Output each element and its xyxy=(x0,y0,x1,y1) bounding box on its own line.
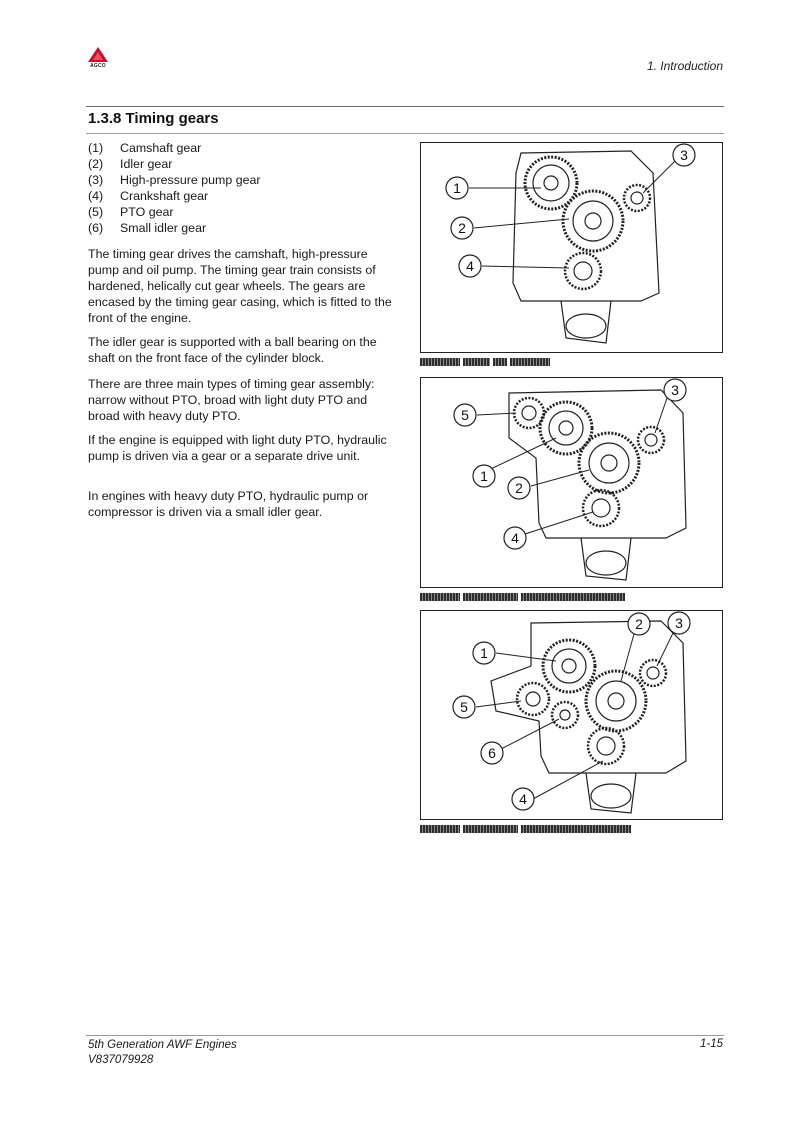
part-number: (3) xyxy=(88,173,104,187)
callout-1-label: 1 xyxy=(480,468,488,484)
callout-1-label: 1 xyxy=(480,645,488,661)
page-number: 1-15 xyxy=(699,1038,723,1050)
list-item xyxy=(88,204,261,220)
list-item xyxy=(88,140,261,156)
callout-2-label: 2 xyxy=(515,480,523,496)
gear-train-drawing xyxy=(421,378,722,587)
parts-list xyxy=(88,140,261,236)
part-name: High-pressure pump gear xyxy=(120,173,261,187)
title-rule xyxy=(86,133,724,134)
list-item xyxy=(88,156,261,172)
callouts xyxy=(454,379,686,549)
callout-5-label: 5 xyxy=(460,699,468,715)
part-number: (2) xyxy=(88,157,104,171)
part-name: PTO gear xyxy=(120,205,174,219)
part-number: (4) xyxy=(88,189,104,203)
footer-document-number: V837079928 xyxy=(88,1054,154,1066)
callout-3-label: 3 xyxy=(680,147,688,163)
running-header: 1. Introduction xyxy=(646,59,723,73)
footer-left xyxy=(88,1038,237,1068)
agco-logo xyxy=(86,46,110,74)
figure-2-caption xyxy=(420,593,625,602)
part-name: Small idler gear xyxy=(120,221,207,235)
figure-narrow-timing-gears xyxy=(420,142,723,353)
callout-4-label: 4 xyxy=(511,530,519,546)
section-title: 1.3.8 Timing gears xyxy=(88,110,219,127)
figure-light-duty-pto-timing-gears xyxy=(420,377,723,588)
part-name: Crankshaft gear xyxy=(120,189,209,203)
list-item xyxy=(88,172,261,188)
figure-heavy-duty-pto-timing-gears xyxy=(420,610,723,820)
header-rule xyxy=(86,106,724,107)
paragraph-heavy-duty-pto: In engines with heavy duty PTO, hydraulic pump or compressor is driven via a small idler gear. xyxy=(88,489,369,519)
callout-1-label: 1 xyxy=(453,180,461,196)
figure-3-caption xyxy=(420,825,631,834)
callout-4-label: 4 xyxy=(466,258,474,274)
agco-triangle-icon xyxy=(86,46,110,64)
list-item xyxy=(88,220,261,236)
callout-3-label: 3 xyxy=(675,615,683,631)
gear-train-drawing xyxy=(421,143,722,352)
callout-2-label: 2 xyxy=(458,220,466,236)
paragraph-light-duty-pto: If the engine is equipped with light duty PTO, hydraulic pump is driven via a gear or a separate drive unit. xyxy=(88,433,387,463)
part-name: Idler gear xyxy=(120,157,173,171)
callout-4-label: 4 xyxy=(519,791,527,807)
callout-5-label: 5 xyxy=(461,407,469,423)
paragraph-timing-gear: The timing gear drives the camshaft, high-pressure pump and oil pump. The timing gear train consists of hardened, helically cut gear wheels. The gears are encased by the timing gear casing, which is fitted to the front of the engine. xyxy=(88,247,392,325)
list-item xyxy=(88,188,261,204)
part-name: Camshaft gear xyxy=(120,141,202,155)
callouts xyxy=(453,612,690,810)
part-number: (1) xyxy=(88,141,104,155)
figure-1-caption xyxy=(420,358,550,367)
callout-6-label: 6 xyxy=(488,745,496,761)
callout-2-label: 2 xyxy=(635,616,643,632)
part-number: (6) xyxy=(88,221,104,235)
footer-document-title: 5th Generation AWF Engines xyxy=(88,1039,237,1051)
callout-3-label: 3 xyxy=(671,382,679,398)
footer-rule xyxy=(86,1035,724,1036)
gear-train-drawing xyxy=(421,611,722,819)
paragraph-assembly-types: There are three main types of timing gear assembly: narrow without PTO, broad with light duty PTO and broad with heavy duty PTO. xyxy=(88,377,375,423)
logo-text: AGCO xyxy=(90,63,106,69)
part-number: (5) xyxy=(88,205,104,219)
paragraph-idler-gear: The idler gear is supported with a ball bearing on the shaft on the front face of the cylinder block. xyxy=(88,335,377,365)
